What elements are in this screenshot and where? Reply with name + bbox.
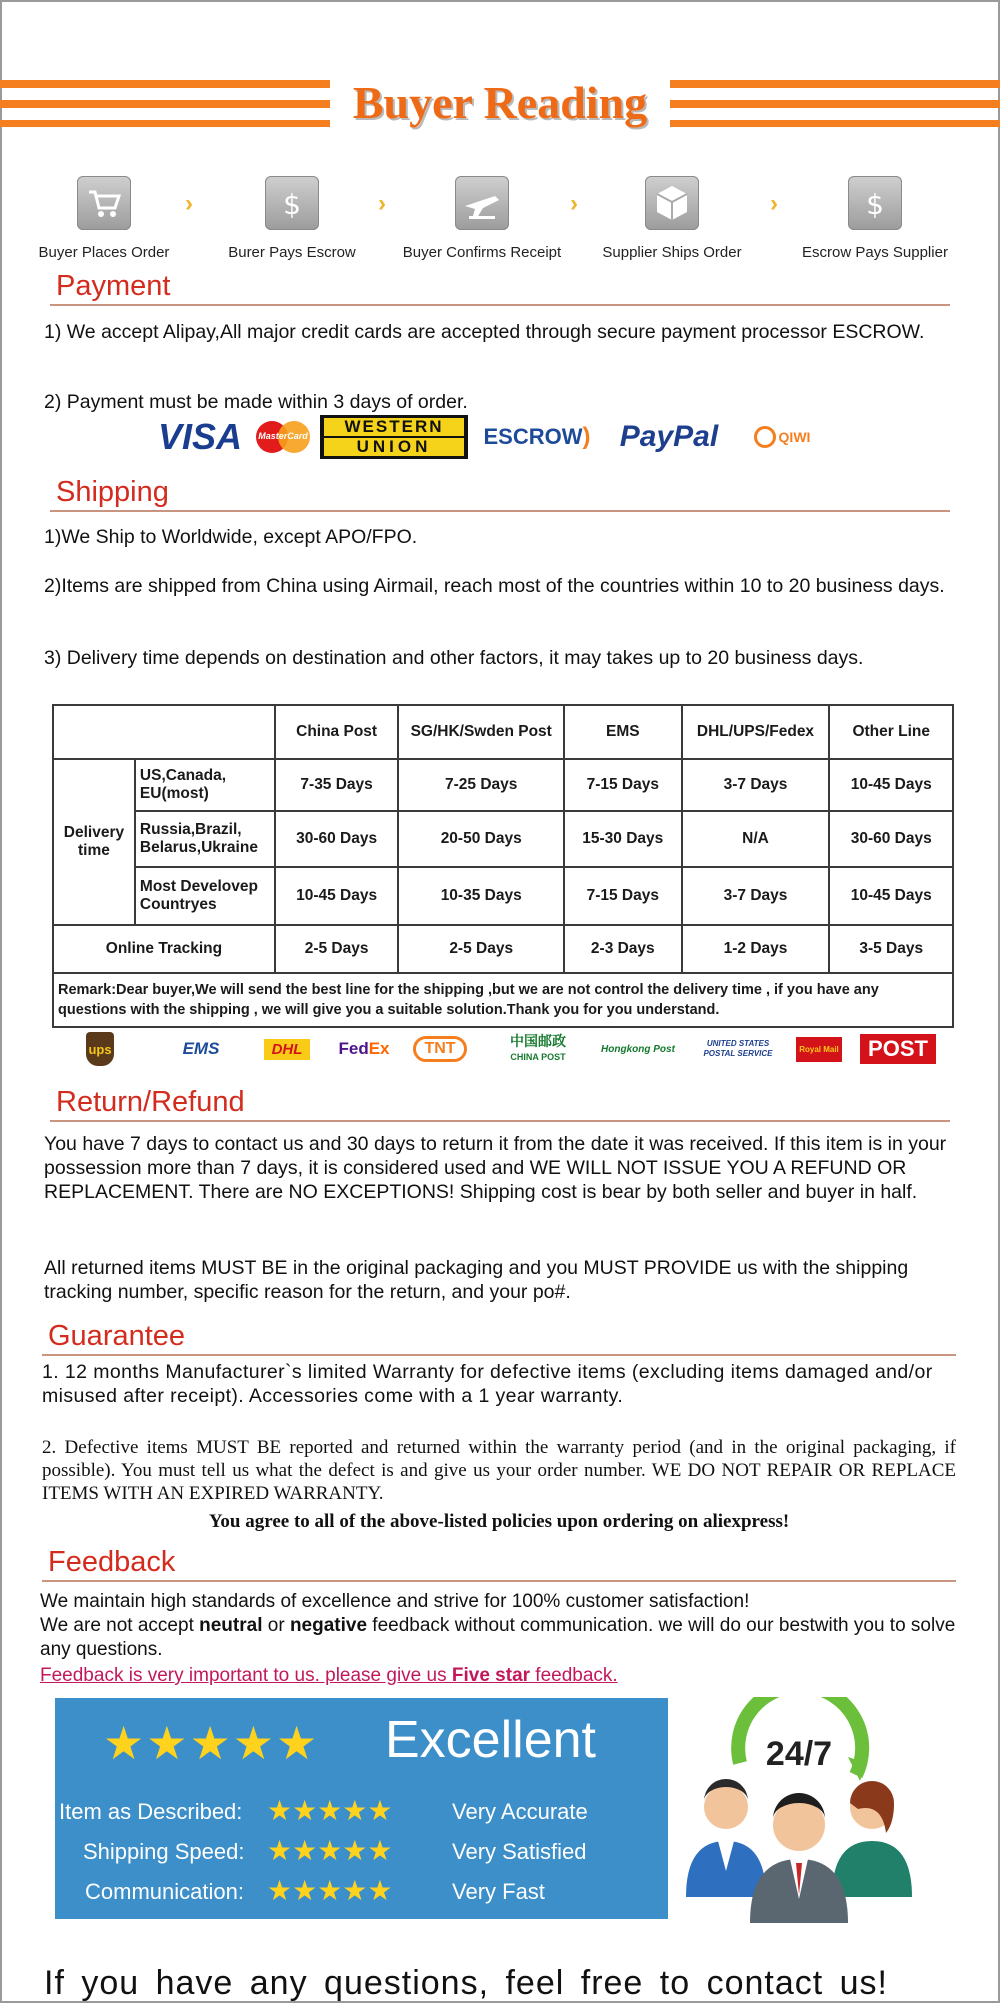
feedback-line-1: We maintain high standards of excellence and strive for 100% customer satisfaction! <box>40 1591 750 1612</box>
shipping-paragraph-1: 1)We Ship to Worldwide, except APO/FPO. <box>44 526 418 548</box>
headset-agents-icon <box>678 1697 920 1923</box>
table-row <box>53 867 953 925</box>
carrier-logos <box>80 1030 940 1070</box>
royal-mail-logo: Royal Mail <box>796 1030 842 1068</box>
usps-logo: UNITED STATES POSTAL SERVICE <box>703 1039 773 1058</box>
western-union-logo: WESTERN UNION <box>320 415 468 459</box>
table-row-remark <box>53 973 953 1027</box>
rating-stars: ★★★★★ <box>267 1875 393 1906</box>
fedex-logo: Fed Ex <box>338 1039 390 1058</box>
excellent-title: Excellent <box>385 1711 596 1769</box>
header-banner <box>0 62 1000 142</box>
rating-label: Item as Described: <box>59 1799 243 1824</box>
hongkong-post-logo: Hongkong Post <box>601 1043 675 1055</box>
delivery-time-label: Delivery time <box>53 759 135 925</box>
table-header-row <box>53 705 953 759</box>
table-cell: 3-7 Days <box>682 867 830 925</box>
table-cell: N/A <box>682 811 830 867</box>
ems-logo: EMS <box>182 1039 220 1058</box>
table-cell: 15-30 Days <box>564 811 682 867</box>
rating-label: Shipping Speed: <box>83 1839 245 1864</box>
paypal-logo: PayPal <box>619 420 719 453</box>
qiwi-logo: QIWI <box>742 415 822 459</box>
payment-logos <box>148 415 838 465</box>
post-logo: POST <box>852 1030 944 1068</box>
online-tracking-label: Online Tracking <box>53 925 275 973</box>
guarantee-paragraph-1: 1. 12 months Manufacturer`s limited Warranty for defective items (excluding items damaged and/or misused after receipt). Accessories come with a 1 year warranty. <box>42 1361 933 1407</box>
table-cell: 30-60 Days <box>829 811 953 867</box>
contact-footer: If you have any questions, feel free to contact us! <box>44 1964 889 2002</box>
dollar-icon <box>265 176 319 230</box>
shipping-paragraph-2: 2)Items are shipped from China using Airmail, reach most of the countries within 10 to 20 business days. <box>44 575 945 597</box>
dollar-icon <box>848 176 902 230</box>
visa-logo: VISA <box>157 416 243 457</box>
table-cell: 20-50 Days <box>398 811 564 867</box>
chevron-right-icon: › <box>570 190 578 217</box>
rating-stars-large: ★★★★★ <box>103 1717 320 1769</box>
tnt-logo: TNT <box>406 1030 474 1068</box>
rating-value: Very Fast <box>452 1879 545 1904</box>
chevron-right-icon: › <box>378 190 386 217</box>
table-cell: 3-5 Days <box>829 925 953 973</box>
payment-heading: Payment <box>50 268 950 306</box>
qiwi-circle-icon <box>754 426 776 448</box>
table-cell: 7-15 Days <box>564 867 682 925</box>
order-process-steps <box>0 176 1000 266</box>
arc-icon: ) <box>582 423 591 450</box>
table-header-cell: DHL/UPS/Fedex <box>682 705 830 759</box>
mastercard-logo: MasterCard <box>256 415 310 459</box>
rating-value: Very Accurate <box>452 1799 588 1824</box>
table-row <box>53 811 953 867</box>
refund-paragraph-2: All returned items MUST BE in the original packaging and you MUST PROVIDE us with the shipping tracking number, specific reason for the return, and your po#. <box>44 1257 909 1303</box>
refund-heading: Return/Refund <box>50 1084 950 1122</box>
guarantee-paragraph-2: 2. Defective items MUST BE reported and returned within the warranty period (and in the original packaging, if possible). You must tell us what the defect is and give us your order number. WE DO NOT REPAIR OR REPLACE ITEMS WITH AN EXPIRED WARRANTY. <box>42 1437 956 1504</box>
table-cell: 2-5 Days <box>398 925 564 973</box>
payment-paragraph-1: 1) We accept Alipay,All major credit cards are accepted through secure payment processor ESCROW. <box>44 321 925 343</box>
guarantee-agreement: You agree to all of the above-listed policies upon ordering on aliexpress! <box>208 1511 790 1532</box>
table-cell: 7-35 Days <box>275 759 399 811</box>
table-header-cell: China Post <box>275 705 399 759</box>
table-cell: 7-15 Days <box>564 759 682 811</box>
step-buyer-confirms-receipt: Buyer Confirms Receipt <box>382 176 582 261</box>
step-supplier-ships-order: Supplier Ships Order <box>572 176 772 261</box>
feedback-five-star-note: Feedback is very important to us. please give us Five star feedback. <box>40 1665 618 1686</box>
shipping-paragraph-3: 3) Delivery time depends on destination and other factors, it may takes up to 20 business days. <box>44 647 864 669</box>
table-row <box>53 759 953 811</box>
table-region-cell: Russia,Brazil, Belarus,Ukraine <box>135 811 275 867</box>
chevron-right-icon: › <box>770 190 778 217</box>
table-header-cell: SG/HK/Swden Post <box>398 705 564 759</box>
step-escrow-pays-supplier: $ Escrow Pays Supplier <box>775 176 975 261</box>
ups-logo: ups <box>80 1030 120 1068</box>
dhl-logo: DHL <box>252 1030 322 1068</box>
china-post-logo: 中国邮政 CHINA POST <box>510 1033 566 1062</box>
table-cell: 10-35 Days <box>398 867 564 925</box>
page-title: Buyer Reading <box>352 77 648 128</box>
table-row-tracking <box>53 925 953 973</box>
table-header-cell: EMS <box>564 705 682 759</box>
shipping-heading: Shipping <box>50 474 950 512</box>
rating-stars: ★★★★★ <box>267 1795 393 1826</box>
table-cell: 1-2 Days <box>682 925 830 973</box>
cart-icon <box>77 176 131 230</box>
rating-label: Communication: <box>85 1879 244 1904</box>
table-cell: 10-45 Days <box>275 867 399 925</box>
rating-stars: ★★★★★ <box>267 1835 393 1866</box>
svg-text:$: $ <box>283 188 301 221</box>
shipping-remark: Remark:Dear buyer,We will send the best line for the shipping ,but we are not control the delivery time , if you have any questions with the shipping , we will give you a suitable solution.Thank you for you understand. <box>53 973 953 1027</box>
table-cell: 3-7 Days <box>682 759 830 811</box>
escrow-logo: ESCROW ) <box>483 423 591 450</box>
feedback-line-2: We are not accept neutral or negative feedback without communication. we will do our bestwith you to solve any questions. <box>40 1615 956 1660</box>
table-cell: 30-60 Days <box>275 811 399 867</box>
table-cell: 7-25 Days <box>398 759 564 811</box>
table-header-cell: Other Line <box>829 705 953 759</box>
shipping-time-table <box>52 704 954 1028</box>
table-region-cell: US,Canada, EU(most) <box>135 759 275 811</box>
table-region-cell: Most Develovep Countryes <box>135 867 275 925</box>
table-cell: 10-45 Days <box>829 759 953 811</box>
support-agents-illustration <box>678 1697 920 1923</box>
step-buyer-pays-escrow: $ Burer Pays Escrow <box>192 176 392 261</box>
guarantee-heading: Guarantee <box>42 1318 956 1356</box>
feedback-heading: Feedback <box>42 1544 956 1582</box>
plane-icon <box>455 176 509 230</box>
table-cell: 2-3 Days <box>564 925 682 973</box>
box-icon <box>645 176 699 230</box>
excellent-rating-banner <box>55 1698 668 1919</box>
table-cell: 2-5 Days <box>275 925 399 973</box>
payment-paragraph-2: 2) Payment must be made within 3 days of order. <box>44 391 468 413</box>
chevron-right-icon: › <box>185 190 193 217</box>
support-247-badge: 24/7 <box>765 1735 833 1773</box>
rating-value: Very Satisfied <box>452 1839 587 1864</box>
table-cell: 10-45 Days <box>829 867 953 925</box>
svg-text:$: $ <box>866 188 884 221</box>
refund-paragraph-1: You have 7 days to contact us and 30 days to return it from the date it was received. If this item is in your possession more than 7 days, it is considered used and WE WILL NOT ISSUE YOU A REFUND OR REPLACEMENT. There are NO EXCEPTIONS! Shipping cost is bear by both seller and buyer in half. <box>44 1133 947 1203</box>
step-buyer-places-order: Buyer Places Order <box>4 176 204 261</box>
